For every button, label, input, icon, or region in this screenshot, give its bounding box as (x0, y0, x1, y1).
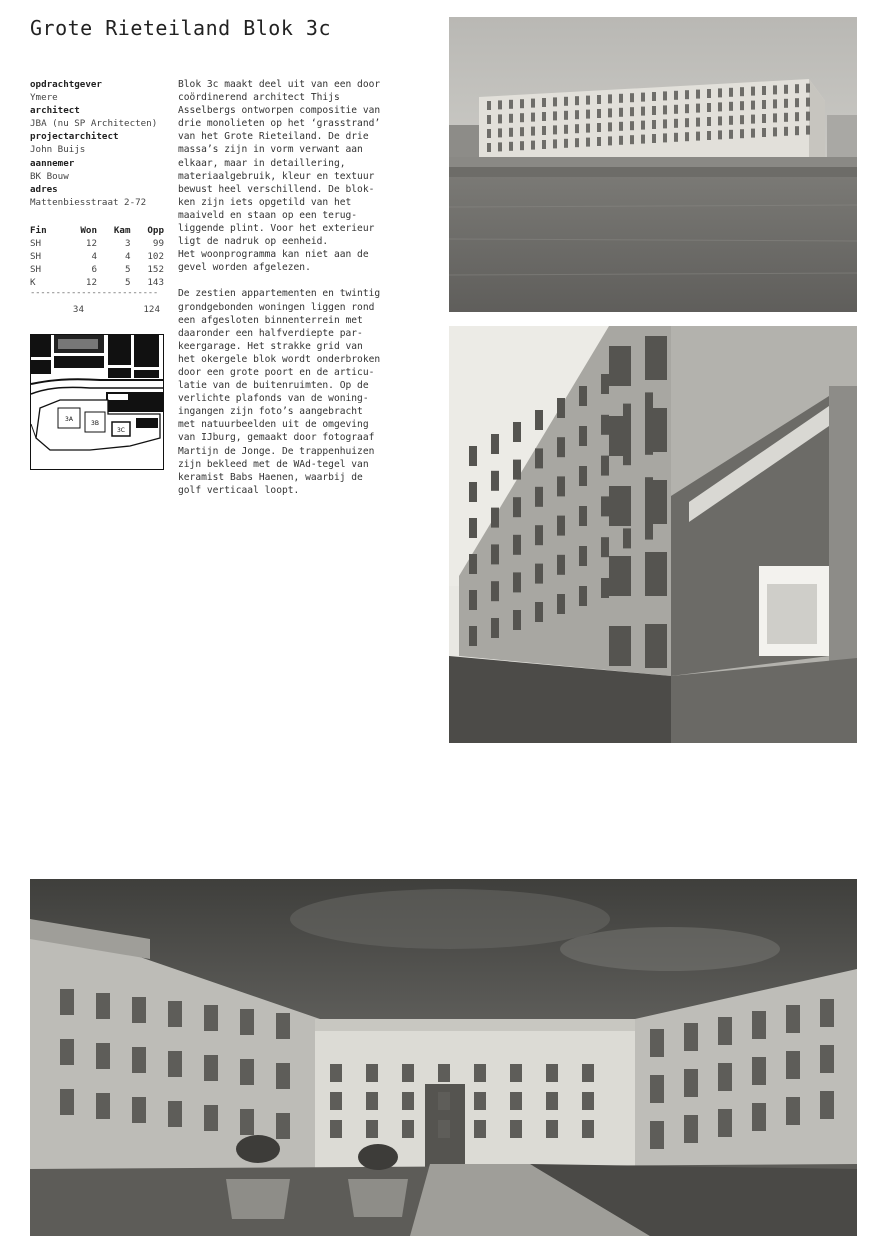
body-text (178, 78, 416, 510)
column-header: Won (80, 225, 97, 236)
table-row (30, 237, 164, 250)
table-row (30, 250, 164, 263)
table-cell: 152 (147, 264, 164, 275)
column-header: Fin (30, 225, 47, 236)
table-cell: 5 (124, 277, 131, 288)
table-cell: 99 (152, 238, 164, 249)
program-table (30, 224, 164, 289)
column-header: Kam (113, 225, 131, 236)
table-cell: 12 (85, 277, 97, 288)
page-title: Grote Rieteiland Blok 3c (30, 16, 331, 40)
photo-building-waterfront (449, 17, 857, 312)
table-cell: 4 (91, 251, 97, 262)
meta-label: opdrachtgever (30, 79, 102, 90)
project-metadata (30, 78, 170, 209)
table-cell: 6 (91, 264, 97, 275)
map-label-3b: 3B (91, 420, 99, 427)
total-won: 34 (72, 304, 84, 315)
table-cell: K (30, 277, 36, 288)
meta-value: Mattenbiesstraat 2-72 (30, 196, 147, 208)
site-map-drawing (30, 334, 164, 470)
photo-inner-courtyard (30, 879, 857, 1236)
table-cell: 12 (85, 238, 97, 249)
paragraph: De zestien appartementen en twintig grondgebonden woningen liggen rond een afgesloten binnenterrein met daaronder een halfverdiepte par- keergarage. Het strakke grid van het okergele blok wordt onderbroken door een grote poort en de articu- latie van de buitenruimten. Op de verlichte plafonds van de woning- ingangen zijn foto’s aangebracht met natuurbeelden uit de omgeving van IJburg, gemaakt door fotograaf Martijn de Jonge. De trappenhuizen zijn bekleed met de WAd-tegel van keramist Babs Haenen, waarbij de golf verticaal loopt. (178, 288, 381, 496)
table-cell: SH (30, 251, 42, 262)
table-cell: 143 (147, 277, 164, 288)
table-row (30, 263, 164, 276)
meta-label: aannemer (30, 157, 75, 169)
table-divider: ------------------------- (30, 288, 158, 298)
photo-building-gateway (449, 326, 857, 743)
meta-value: JBA (nu SP Architecten) (30, 118, 158, 130)
map-label-3c: 3C (116, 427, 126, 434)
table-cell: SH (30, 238, 42, 249)
table-cell: 3 (124, 238, 131, 249)
table-header-row (30, 224, 164, 237)
paragraph: Blok 3c maakt deel uit van een door coördinerend architect Thijs Asselbergs ontworpen compositie van drie monolieten op het ‘grasstrand’ van het Grote Rieteiland. De drie massa’s zijn in vorm verwant aan elkaar, maar in detaillering, materiaalgebruik, kleur en textuur bewust heel verschillend. De blok- ken zijn iets opgetild van het maaiveld en staan op een terug- liggende plint. Voor het exterieur ligt de nadruk op eenheid. Het woonprogramma kan niet aan de gevel worden afgelezen. (178, 79, 381, 274)
meta-label: architect (30, 105, 80, 117)
meta-label: adres (30, 183, 58, 195)
table-cell: 5 (124, 264, 131, 275)
table-cell: 4 (124, 251, 131, 262)
meta-value: John Buijs (30, 144, 86, 156)
table-cell: SH (30, 264, 42, 275)
total-opp: 124 (143, 304, 160, 315)
meta-label: projectarchitect (30, 131, 119, 143)
column-header: Opp (147, 225, 164, 236)
table-cell: 102 (147, 251, 164, 262)
meta-value: BK Bouw (30, 170, 69, 182)
map-label-3a: 3A (65, 416, 73, 423)
site-map (30, 334, 164, 470)
meta-value: Ymere (30, 92, 58, 104)
